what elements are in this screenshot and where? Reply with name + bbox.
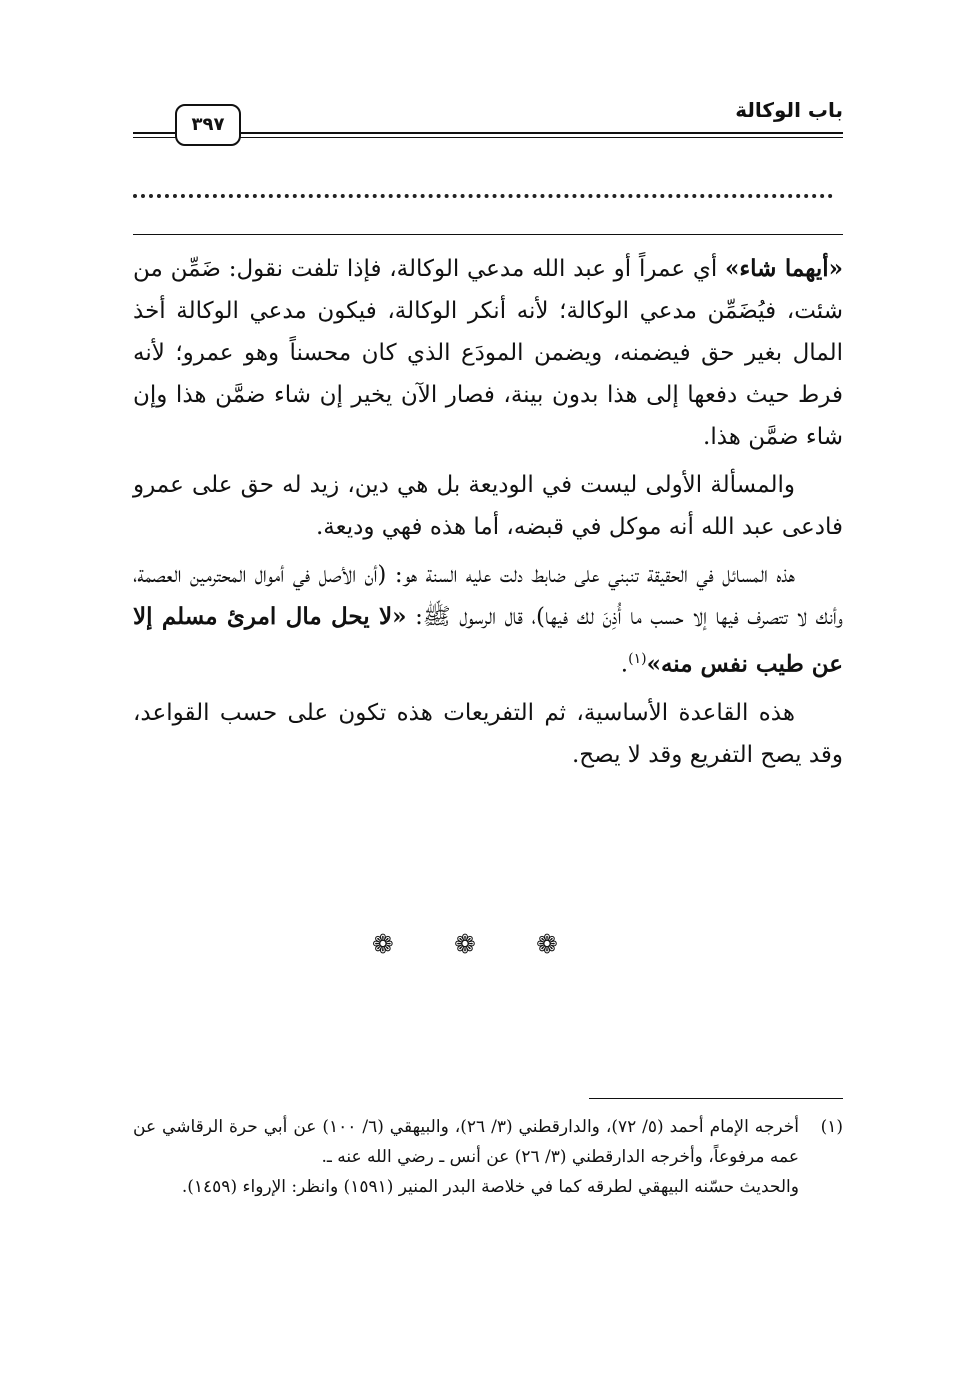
paragraph-4: هذه القاعدة الأساسية، ثم التفريعات هذه تكون على حسب القواعد، وقد يصح التفريع وقد لا يصح.: [133, 699, 843, 768]
hadith-quote: «لا يحل مال امرئ مسلم إلا عن طيب نفس منه»: [133, 603, 843, 678]
section-rule: [133, 234, 843, 235]
paragraph-3-text: هذه المسائل في الحقيقة تنبني على ضابط دلت عليه السنة هو: (أن الأصل في أموال المحترمين العصمة، وأنك لا تتصرف فيها إلا حسب ما أُذِنَ لك فيها)، قال الرسول ﷺ:: [133, 562, 843, 630]
footnote-line-2: والحديث حسّنه البيهقي لطرقه كما في خلاصة البدر المنير (١٥٩١) وانظر: الإرواء (١٤٥٩).: [181, 1177, 799, 1197]
chapter-title: باب الوكالة: [735, 98, 843, 122]
paragraph-1-text: أي عمراً أو عبد الله مدعي الوكالة، فإذا تلفت نقول: ضَمِّن من شئت، فيُضَمِّن مدعي الوكالة؛ لأنه أنكر الوكالة، فيكون مدعي الوكالة أخذ المال بغير حق فيضمنه، ويضمن المودَع الذي كان محسناً وهو عمرو؛ لأنه فرط حيث دفعها إلى هذا بدون بينة، فصار الآن يخير إن شاء ضمَّن هذا وإن شاء ضمَّن هذا.: [133, 256, 843, 450]
paragraph-1: [133, 248, 843, 458]
page-header: [133, 96, 843, 156]
footnote-reference[interactable]: (١): [628, 651, 647, 667]
paragraph-3-end: .: [620, 651, 629, 678]
footnotes: [133, 1112, 843, 1202]
main-text: [133, 248, 843, 782]
footnote-rule: [589, 1098, 843, 1099]
dotted-separator: [133, 194, 833, 198]
footnote-1: [133, 1112, 843, 1202]
footnote-body: [133, 1112, 799, 1202]
footnote-line-1: أخرجه الإمام أحمد (٥/ ٧٢)، والدارقطني (٣/ ٢٦)، والبيهقي (٦/ ١٠٠) عن أبي حرة الرقاشي عن عمه مرفوعاً، وأخرجه الدارقطني (٣/ ٢٦) عن أنس ـ رضي الله عنه ـ.: [133, 1117, 799, 1167]
paragraph-2: والمسألة الأولى ليست في الوديعة بل هي دين، زيد له حق على عمرو فادعى عبد الله أنه موكل في قبضه، أما هذه فهي وديعة.: [133, 472, 843, 540]
paragraph-3: [133, 554, 843, 686]
page-number: ٣٩٧: [175, 104, 241, 146]
quote-bold: «أيهما شاء»: [724, 255, 843, 282]
ornament-divider: ❁ ❁ ❁: [372, 930, 584, 960]
footnote-number: (١): [820, 1117, 843, 1137]
